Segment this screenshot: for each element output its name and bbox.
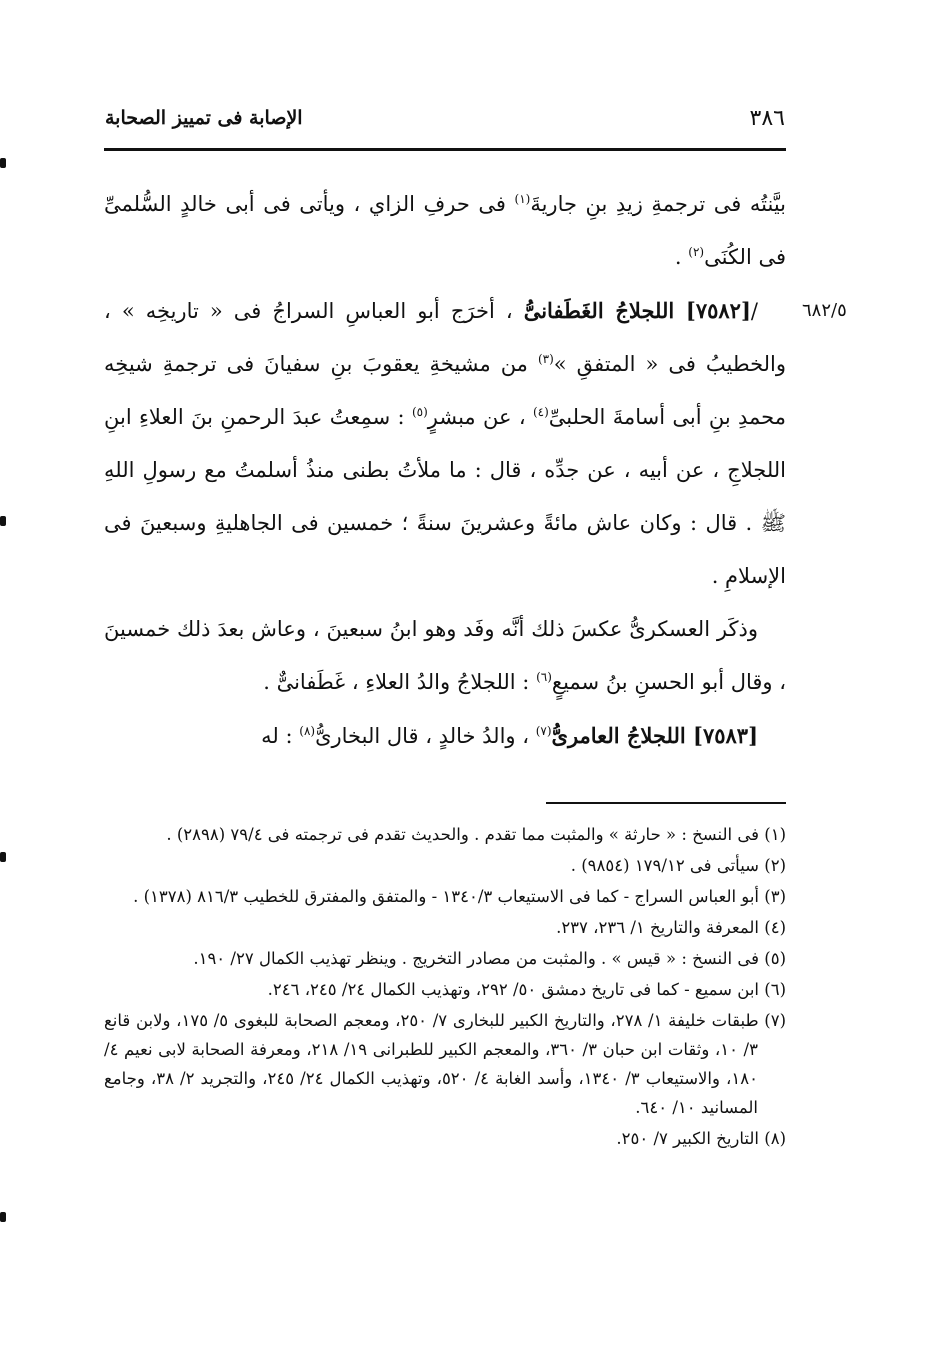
entry-name: اللجلاجُ الغَطَفانىُّ [523,298,686,323]
footnote: (٦) ابن سميع - كما فى تاريخ دمشق ٥٠/ ٢٩٢، وتهذيب الكمال ٢٤/ ٢٤٥، ٢٤٦. [267,980,786,999]
running-title: الإصابة فى تمييز الصحابة [105,107,303,129]
footnote-ref-5: (٥) [411,405,428,419]
footnote: (٣) أبو العباس السراج - كما فى الاستيعاب ١٣٤٠/٣ - والمتفق والمفترق للخطيب ٨١٦/٣ (١٣٧٨) . [133,887,786,906]
entry-7582: /[٧٥٨٢] اللجلاجُ الغَطَفانىُّ ، أخرَج أبو العباسِ السراجُ فى « تاريخِه » ، والخطيبُ فى « المتفقِ »$^{(٣)}$ من مشيخةِ يعقوبَ بنِ سفيانَ فى ترجمةِ شيخِه محمدِ بنِ أبى أسامةَ الحلبىِّ$^{(٤)}$ ، عن مبشرٍ$^{(٥)}$ : سمِعتُ عبدَ الرحمنِ بنَ العلاءِ ابنِ اللجلاجِ ، عن أبيه ، عن جدِّه ، قال : ما ملأتُ بطنى منذُ أسلمتُ مع رسولِ اللهِ ﷺ . قال : وكان عاش مائةً وعشرينَ سنةً ؛ خمسين فى الجاهليةِ وسبعينَ فى الإسلامِ . [104,298,787,588]
entry-number: [٧٥٨٢] [685,298,751,323]
footnote-ref-6: (٦) [536,670,552,684]
footnote-ref-3: (٣) [537,352,554,366]
footnote-ref-8: (٨) [299,724,316,738]
footnote-ref-4: (٤) [532,405,549,419]
footnote-ref-7: (٧) [535,724,552,738]
footnote: (٨) التاريخ الكبير ٧/ ٢٥٠. [616,1129,786,1148]
entry-name: اللجلاجُ العامرىُّ [551,723,693,748]
footnote: (١) فى النسخ : « حارثة » والمثبت مما تقدم . والحديث تقدم فى ترجمته فى ٧٩/٤ (٢٨٩٨) . [166,825,786,844]
scan-edge-mark [0,852,6,862]
scan-edge-mark [0,1212,6,1222]
footnote: (٤) المعرفة والتاريخ ١/ ٢٣٦، ٢٣٧. [556,918,786,937]
margin-reference: ٦٨٢/٥ [802,300,847,321]
footnote: (٧) طبقات خليفة ١/ ٢٧٨، والتاريخ الكبير للبخارى ٧/ ٢٥٠، ومعجم الصحابة للبغوى ٥/ ١٧٥، ولابن قانع ٣/ ١٠، وثقات ابن حبان ٣/ ٣٦٠، والمعجم الكبير للطبرانى ١٩/ ٢١٨، ومعرفة الصحابة لابى نعيم ٤/ ١٨٠، والاستيعاب ٣/ ١٣٤٠، وأسد الغابة ٤/ ٥٢٠، وتهذيب الكمال ٢٤/ ٢٤٥، والتجريد ٢/ ٣٨، وجامع المسانيد ١٠/ ٦٤٠. [104,1011,787,1117]
paragraph-1: بيَّنتُه فى ترجمةِ زيدِ بنِ جاريةَ$^{(١)}$ فى حرفِ الزاي ، ويأتى فى أبى خالدٍ السُّلمىِّ فى الكُنَى$^{(٢)}$ . [104,192,786,269]
entry-number: [٧٥٨٣] [693,723,758,748]
footnote: (٥) فى النسخ : « قيس » . والمثبت من مصادر التخريج . وينظر تهذيب الكمال ٢٧/ ١٩٠. [193,949,786,968]
scan-edge-mark [0,158,6,168]
footnote-separator [546,802,786,804]
paragraph-3: وذكَر العسكرىُّ عكسَ ذلك أنَّه وفَد وهو ابنُ سبعينَ ، وعاش بعدَ ذلك خمسينَ ، وقال أبو الحسنِ بنُ سميعٍ$^{(٦)}$ : اللجلاجُ والدُ العلاءِ ، غَطَفانىٌّ . [104,617,786,694]
footnotes [104,820,786,1155]
main-text [104,178,786,763]
footnote: (٢) سيأتى فى ١٧٩/١٢ (٩٨٥٤) . [570,856,786,875]
page-header [105,96,785,140]
header-rule [104,148,786,151]
page-number: ٣٨٦ [749,105,785,131]
footnote-ref-1: (١) [514,192,531,206]
footnote-ref-2: (٢) [688,245,705,259]
entry-7583: [٧٥٨٣] اللجلاجُ العامرىُّ$^{(٧)}$ ، والدُ خالدٍ ، قال البخارىُّ$^{(٨)}$ : له [261,723,758,748]
scan-edge-mark [0,516,6,526]
